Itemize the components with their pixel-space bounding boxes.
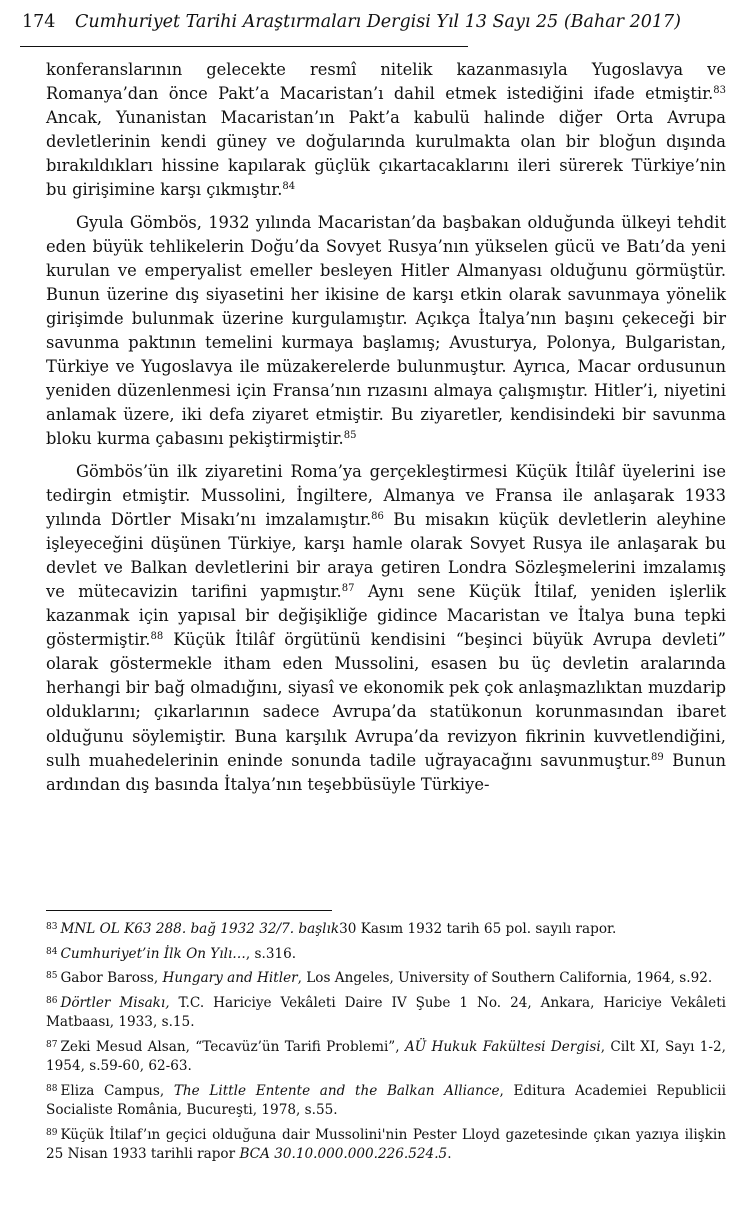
- footnote: [46, 945, 726, 965]
- footnote: [46, 1038, 726, 1077]
- footnote-number: 84: [46, 946, 58, 957]
- footnote-text: , Cilt XI, Sayı 1-2, 1954, s.59-60, 62-63.: [46, 1038, 726, 1074]
- journal-title: Cumhuriyet Tarihi Araştırmaları Dergisi Yıl 13 Sayı 25 (Bahar 2017): [74, 12, 681, 32]
- footnote-citation-italic: AÜ Hukuk Fakültesi Dergisi: [404, 1038, 601, 1055]
- footnote-text: Gabor Baross,: [60, 970, 163, 986]
- footnote: [46, 1082, 726, 1121]
- footnote-ref[interactable]: 83: [713, 85, 726, 97]
- footnote-number: 87: [46, 1039, 58, 1050]
- footnote-number: 89: [46, 1127, 58, 1138]
- footnote-ref[interactable]: 84: [282, 181, 296, 193]
- footnote-text: .: [447, 1146, 452, 1162]
- footnote-text: , Editura Academiei Republicii Socialiste România, Bucureşti, 1978, s.55.: [46, 1082, 726, 1118]
- page-number: 174: [22, 12, 56, 32]
- footnote-ref[interactable]: 88: [150, 631, 164, 643]
- footnote-number: 85: [46, 971, 58, 981]
- footnote-text: Zeki Mesud Alsan, “Tecavüz’ün Tarifi Problemi”,: [60, 1038, 405, 1055]
- text-run: Gyula Gömbös, 1932 yılında Macaristan’da başbakan olduğunda ülkeyi tehdit eden büyük tehlikelerin Doğu’da Sovyet Rusya’nın yükselen gücü ve Batı’da yeni kurulan ve emperyalist emeller besleyen Hitler Almanyası olduğunu görmüştür. Bunun üzerine dış siyasetini her ikisine de karşı etkin olarak savunmaya yönelik girişimde bulunmak üzerine kurgulamıştır. Açıkça İtalya’nın başını çekeceği bir savunma paktının temelini kurmaya başlamış; Avusturya, Polonya, Bulgaristan, Türkiye ve Yugoslavya ile müzakerelerde bulunmuştur. Ayrıca, Macar ordusunun yeniden düzenlenmesi için Fransa’nın rızasını almaya çalışmıştır. Hitler’i, niyetini anlamak üzere, iki defa ziyaret etmiştir. Bu ziyaretler, kendisindeki bir savunma bloku kurma çabasını pekiştirmiştir.: [46, 212, 726, 449]
- footnote-text: , Los Angeles, University of Southern California, 1964, s.92.: [297, 970, 713, 986]
- footnotes: [46, 920, 726, 1170]
- footnote-text: Küçük İtilaf’ın geçici olduğuna dair Mussolini'nin Pester Lloyd gazetesinde çıkan yazıya ilişkin 25 Nisan 1933 tarihli rapor: [46, 1126, 726, 1162]
- footnote-ref[interactable]: 86: [371, 510, 384, 522]
- text-run: Gömbös’ün ilk ziyaretini Roma’ya gerçekleştirmesi Küçük İtilâf üyelerini ise tedirgin etmiştir. Mussolini, İngiltere, Almanya ve Fransa ile anlaşarak 1933 yılında Dörtler Misakı’nı imzalamıştır.: [46, 461, 726, 529]
- footnote-number: 83: [46, 922, 58, 932]
- footnote-ref[interactable]: 89: [651, 751, 664, 763]
- running-header: [22, 12, 681, 32]
- footnote-number: 86: [46, 995, 58, 1006]
- footnote-text: T.C. Hariciye Vekâleti Daire IV Şube 1 No. 24, Ankara, Hariciye Vekâleti Matbaası, 1933, s.15.: [46, 994, 727, 1030]
- footnote: [46, 920, 726, 940]
- footnote-citation-italic: The Little Entente and the Balkan Alliance: [173, 1082, 500, 1099]
- footnote-citation-italic: Hungary and Hitler: [162, 970, 298, 986]
- text-run: Ancak, Yunanistan Macaristan’ın Pakt’a kabulü halinde diğer Orta Avrupa devletlerinin kendi güney ve doğularında kurulmakta olan bir bloğun dışında bırakıldıkları hissine kapılarak güçlük çıkartacaklarını ileri sürerek Türkiye’nin bu girişimine karşı çıkmıştır.: [46, 108, 726, 200]
- header-rule: [20, 46, 468, 47]
- footnote: [46, 994, 726, 1033]
- footnote-citation-italic: MNL OL K63 288. bağ 1932 32/7. başlık: [60, 921, 340, 937]
- footnote-text: 30 Kasım 1932 tarih 65 pol. sayılı rapor.: [339, 921, 617, 937]
- paragraph: [46, 460, 726, 797]
- paragraph: [46, 211, 726, 452]
- footnote-citation-italic: Dörtler Misakı,: [60, 994, 170, 1011]
- footnote-number: 88: [46, 1083, 58, 1094]
- text-run: Bunun ardından dış basında İtalya’nın teşebbüsüyle Türkiye-: [46, 750, 726, 794]
- footnote-ref[interactable]: 87: [341, 582, 355, 594]
- body-text: [46, 58, 726, 797]
- footnote-separator: [46, 910, 332, 911]
- text-run: Küçük İtilâf örgütünü kendisini “beşinci büyük Avrupa devleti” olarak göstermekle itham eden Mussolini, esasen bu üç devletin aralarında herhangi bir bağ olmadığını, siyasî ve ekonomik pek çok anlaşmazlıktan muzdarip olduklarını; çıkarlarının sadece Avrupa’da statükonun korunmasından ibaret olduğunu söylemiştir. Buna karşılık Avrupa’da revizyon fikrinin kuvvetlendiğini, sulh muahedelerinin eninde sonunda tadile uğrayacağını savunmuştur.: [46, 630, 726, 770]
- footnote: [46, 969, 726, 989]
- footnote-text: Eliza Campus,: [60, 1082, 174, 1099]
- paragraph: [46, 58, 726, 203]
- text-run: Aynı sene Küçük İtilaf, yeniden işlerlik kazanmak için yapısal bir değişikliğe gidince Macaristan ve İtalya buna tepki göstermiştir.: [46, 581, 726, 650]
- footnote-citation-italic: BCA 30.10.000.000.226.524.5: [239, 1146, 448, 1162]
- text-run: Bu misakın küçük devletlerin aleyhine işleyeceğini düşünen Türkiye, karşı hamle olarak Sovyet Rusya ile anlaşarak bu devlet ve Balkan devletlerini bir araya getiren Londra Sözleşmelerini imzalamış ve mütecavizin tarifini yapmıştır.: [46, 509, 727, 601]
- footnote-text: , s.316.: [245, 945, 297, 962]
- footnote-citation-italic: Cumhuriyet’in İlk On Yılı…: [60, 945, 246, 962]
- footnote-ref[interactable]: 85: [343, 430, 357, 442]
- footnote: [46, 1126, 726, 1165]
- text-run: konferanslarının gelecekte resmî nitelik kazanmasıyla Yugoslavya ve Romanya’dan önce Pakt’a Macaristan’ı dahil etmek istediğini ifade etmiştir.: [46, 60, 726, 104]
